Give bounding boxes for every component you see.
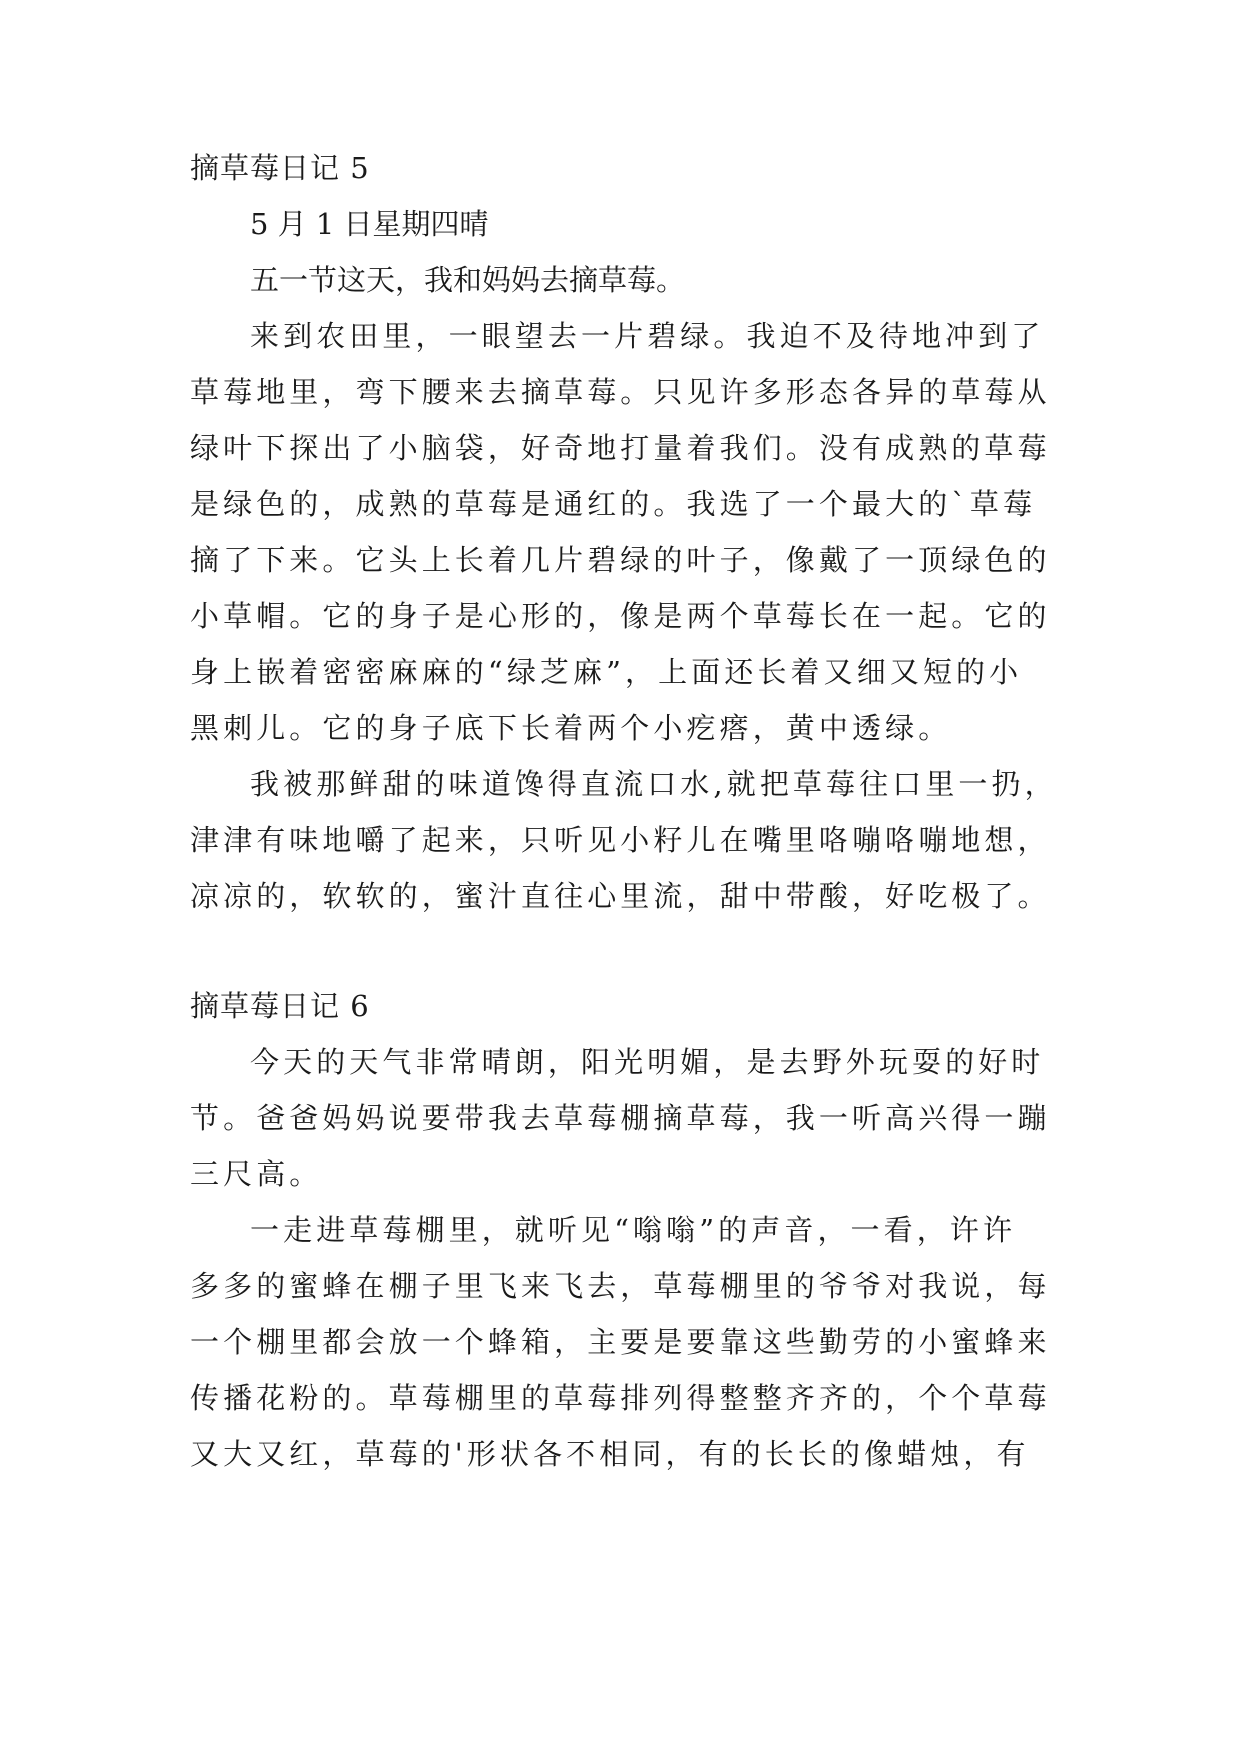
paragraph-line: 一走进草莓棚里，就听见“嗡嗡”的声音，一看，许许: [250, 1213, 1017, 1247]
paragraph-line: 五一节这天，我和妈妈去摘草莓。: [250, 263, 686, 297]
paragraph-line: 多多的蜜蜂在棚子里飞来飞去，草莓棚里的爷爷对我说，每: [190, 1269, 1051, 1303]
paragraph-line: 我被那鲜甜的味道馋得直流口水,就把草莓往口里一扔，: [250, 767, 1058, 801]
paragraph-line: 三尺高。: [190, 1157, 323, 1191]
paragraph-line: 传播花粉的。草莓棚里的草莓排列得整整齐齐的，个个草莓: [190, 1381, 1051, 1415]
paragraph-line: 津津有味地嚼了起来，只听见小籽儿在嘴里咯嘣咯嘣地想，: [190, 823, 1051, 857]
diary-5-date: 5 月 1 日星期四晴: [250, 207, 489, 241]
paragraph-line: 节。爸爸妈妈说要带我去草莓棚摘草莓，我一听高兴得一蹦: [190, 1101, 1051, 1135]
paragraph-line: 小草帽。它的身子是心形的，像是两个草莓长在一起。它的: [190, 599, 1051, 633]
paragraph-line: 凉凉的，软软的，蜜汁直往心里流，甜中带酸，好吃极了。: [190, 879, 1051, 913]
paragraph-line: 绿叶下探出了小脑袋，好奇地打量着我们。没有成熟的草莓: [190, 431, 1051, 465]
diary-6-title: 摘草莓日记 6: [190, 989, 370, 1023]
paragraph-line: 今天的天气非常晴朗，阳光明媚，是去野外玩耍的好时: [250, 1045, 1045, 1079]
paragraph-line: 摘了下来。它头上长着几片碧绿的叶子，像戴了一顶绿色的: [190, 543, 1051, 577]
paragraph-line: 一个棚里都会放一个蜂箱，主要是要靠这些勤劳的小蜜蜂来: [190, 1325, 1051, 1359]
diary-5-title: 摘草莓日记 5: [190, 151, 370, 185]
paragraph-line: 草莓地里，弯下腰来去摘草莓。只见许多形态各异的草莓从: [190, 375, 1051, 409]
paragraph-line: 身上嵌着密密麻麻的“绿芝麻”，上面还长着又细又短的小: [190, 655, 1023, 689]
paragraph-line: 是绿色的，成熟的草莓是通红的。我选了一个最大的`草莓: [190, 487, 1037, 521]
paragraph-line: 又大又红，草莓的'形状各不相同，有的长长的像蜡烛，有: [190, 1437, 1030, 1471]
paragraph-line: 来到农田里，一眼望去一片碧绿。我迫不及待地冲到了: [250, 319, 1045, 353]
paragraph-line: 黑刺儿。它的身子底下长着两个小疙瘩，黄中透绿。: [190, 711, 952, 745]
